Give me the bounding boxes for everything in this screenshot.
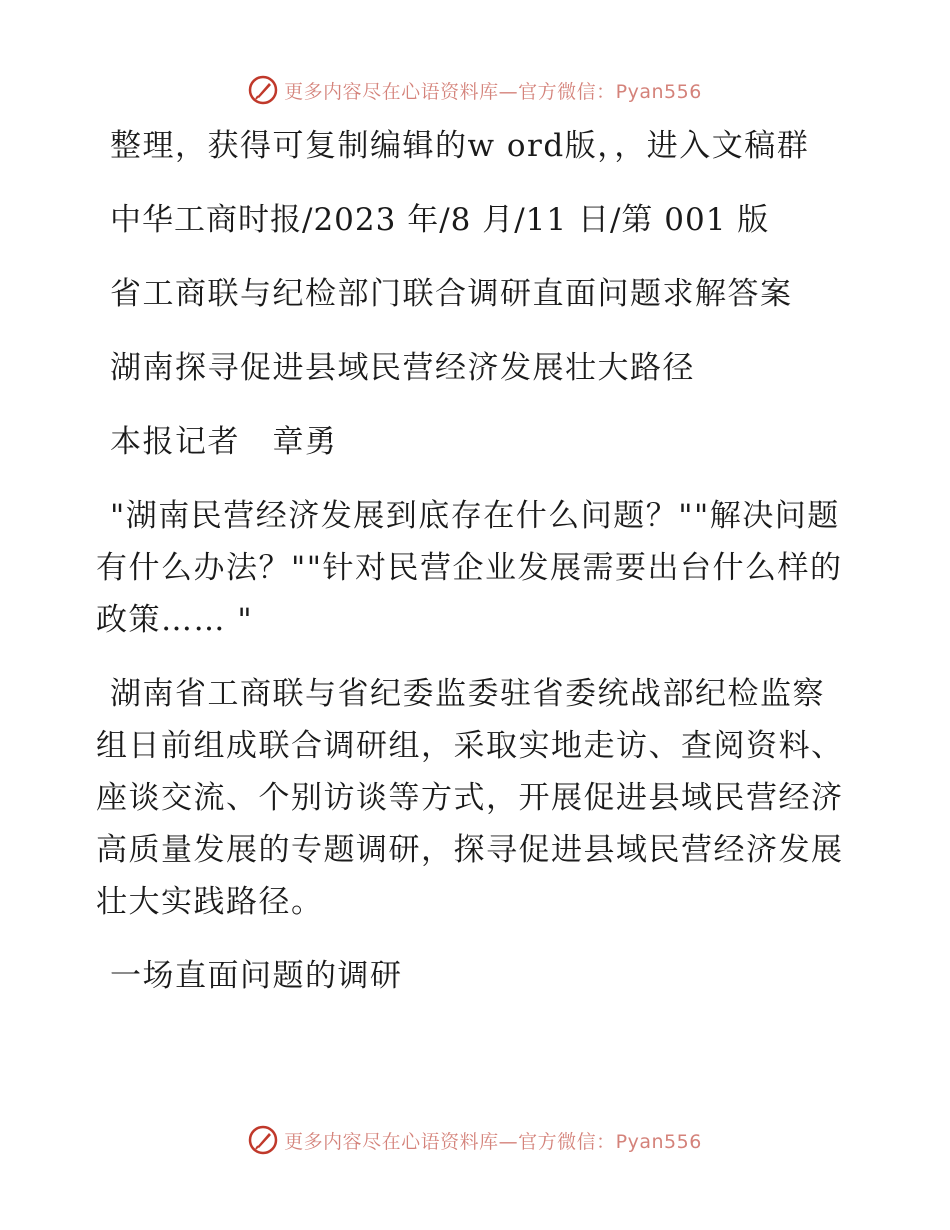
headline-primary: 省工商联与纪检部门联合调研直面问题求解答案 — [110, 276, 793, 312]
body-paragraph: 湖南省工商联与省纪委监委驻省委统战部纪检监察组日前组成联合调研组，采取实地走访、查阅资料、座谈交流、个别访谈等方式，开展促进县域民营经济高质量发展的专题调研，探寻促进县域民营经济发展壮大实践路径。 — [96, 676, 844, 920]
section-heading: 一场直面问题的调研 — [110, 958, 403, 994]
headline-secondary: 湖南探寻促进县域民营经济发展壮大路径 — [110, 350, 695, 386]
quill-logo-icon — [248, 1125, 278, 1155]
byline: 本报记者 章勇 — [110, 424, 338, 460]
body-paragraph-quote: "湖南民营经济发展到底存在什么问题？""解决问题有什么办法？""针对民营企业发展需要出台什么样的政策…… " — [96, 498, 843, 638]
watermark-text: 更多内容尽在心语资料库—官方微信：Pyan556 — [284, 80, 702, 103]
watermark-header — [0, 70, 950, 110]
intro-line: 整理，获得可复制编辑的w ord版，，进入文稿群 — [110, 128, 810, 164]
watermark-text: 更多内容尽在心语资料库—官方微信：Pyan556 — [284, 1130, 702, 1153]
document-body — [96, 120, 852, 1024]
publication-line: 中华工商时报/2023 年/8 月/11 日/第 001 版 — [110, 202, 770, 238]
quill-logo-icon — [248, 75, 278, 105]
watermark-footer — [0, 1120, 950, 1160]
